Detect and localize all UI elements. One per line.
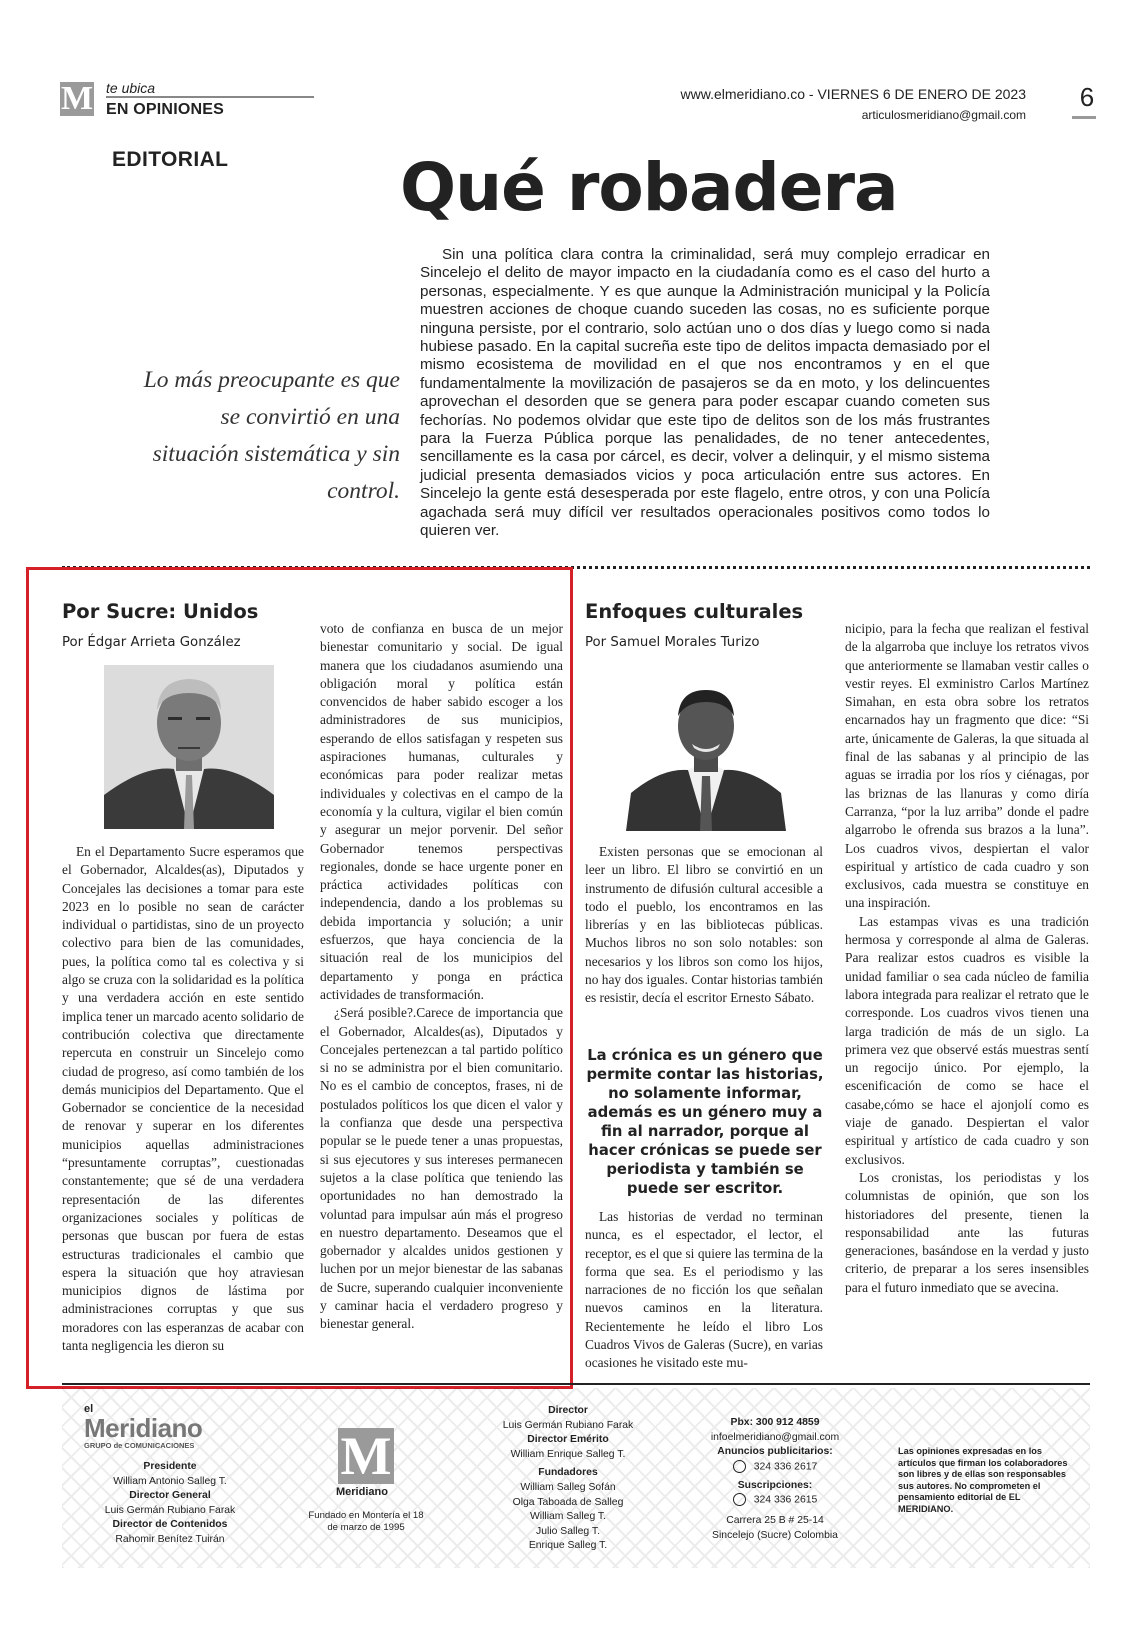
portrait-icon <box>104 665 274 829</box>
header-email[interactable]: articulosmeridiano@gmail.com <box>861 108 1026 122</box>
section-name: EN OPINIONES <box>106 101 224 118</box>
brand-small: el <box>84 1403 94 1415</box>
founded-note: Fundado en Montería el 18 de marzo de 1995 <box>308 1510 424 1533</box>
contact-email[interactable]: infoelmeridiano@gmail.com <box>710 1431 840 1443</box>
label: Fundadores <box>538 1467 598 1479</box>
article-left-col1 <box>62 843 304 1355</box>
header-date-line[interactable]: www.elmeridiano.co - VIERNES 6 DE ENERO DE 2023 <box>680 86 1026 102</box>
phone[interactable]: 324 336 2615 <box>753 1494 818 1506</box>
brand-logo <box>84 1404 234 1450</box>
footer-disclaimer: Las opiniones expresadas en los artículos que firman los colaboradores son libres y de ellas son responsables sus autores. No comprometen el pensamiento editorial de EL MERIDIANO. <box>898 1446 1068 1514</box>
tagline: te ubica <box>106 80 156 96</box>
whatsapp-icon <box>733 1493 746 1506</box>
name: Rahomir Benítez Tuirán <box>115 1533 225 1545</box>
paragraph: Las estampas vivas es una tradición hermosa y corresponde al alma de Galeras. Para realizar estos cuadros es visible la unidad familiar o sea cada núcleo de familia labora integrada para realizar el retrato que le corresponde. Los cuadros vivos tienen una larga tradición de más de un siglo. La primera vez que observé estás muestras sentí un regocijo único. Por ejemplo, la escenificación de como se hace el casabe,cómo se hace el ajonjolí como es viaje de ganado. Despiertan el valor espiritual y artístico de cada cuadro y son exclusivos. <box>845 913 1089 1167</box>
article-right-col2 <box>845 620 1089 1297</box>
name: Luis Germán Rubiano Farak <box>104 1504 236 1516</box>
brand-name: Meridiano <box>84 1413 203 1443</box>
editorial-pull-quote: Lo más preocupante es que se convirtió en una situación sistemática y sin control. <box>143 367 400 504</box>
founder-name: William Salleg T. <box>529 1511 607 1523</box>
brand-sub: GRUPO de COMUNICACIONES <box>84 1441 195 1450</box>
paragraph: Las historias de verdad no terminan nunca, es el espectador, el lector, el receptor, es el que si quiere las termina de la forma que sea. Es el periodismo y las narraciones de no ficción los que señalan nuevos caminos en la literatura. Recientemente he leído el libro Los Cuadros Vivos de Galeras (Sucre), en varias ocasiones he visitado este mu- <box>585 1209 823 1371</box>
seal-name: Meridiano <box>336 1486 388 1498</box>
footer-contact <box>690 1416 860 1543</box>
article-title: Por Sucre: Unidos <box>62 600 259 623</box>
founder-name: Enrique Salleg T. <box>528 1540 608 1552</box>
label: Director General <box>129 1490 211 1502</box>
article-left-col2 <box>320 620 563 1334</box>
page-number: 6 <box>1079 82 1095 112</box>
paragraph: Existen personas que se emocionan al leer un libro. El libro se convirtió en un instrumento de difusión cultural accesible a todo el pueblo, los encontramos en las librerías y en las bibliotecas públicas. Muchos libros no son solo notables: son necesarios y los libros son como los hijos, no hay dos iguales. Contar historias también es resistir, decía el escritor Ernesto Sábato. <box>585 844 823 1006</box>
name: William Antonio Salleg T. <box>113 1475 227 1487</box>
page-number-underline <box>1072 116 1096 119</box>
label: Director <box>548 1405 588 1416</box>
phone[interactable]: 324 336 2617 <box>753 1461 818 1473</box>
footer-divider <box>62 1383 1090 1385</box>
name: William Enrique Salleg T. <box>510 1448 626 1460</box>
article-right-col1-top <box>585 843 823 1008</box>
article-callout: La crónica es un género que permite contar las historias, no solamente informar, además es un género muy a fin al narrador, porque al hacer crónicas se puede ser periodista y también se puede ser escritor. <box>586 1047 824 1197</box>
name: Luis Germán Rubiano Farak <box>502 1419 634 1431</box>
label: Director de Contenidos <box>112 1519 228 1531</box>
label: Director Emérito <box>527 1434 609 1446</box>
label: Suscripciones: <box>737 1479 813 1491</box>
editorial-body: Sin una política clara contra la criminalidad, será muy complejo erradicar en Sincelejo el delito de mayor impacto en la ciudadanía como es el caso del hurto a personas, especialmente. Y es que aunque la Administración municipal y la Policía muestren acciones de choque cuando suceden las cosas, no es suficiente porque ninguna persiste, por el contrario, solo actúan uno o dos días y luego como si nada hubiese pasado. En la capital sucreña este tipo de delitos impacta demasiado por el mismo ecosistema de movilidad en el que nos encontramos y en el que fundamentalmente la movilización de pasajeros se da en moto, y los delincuentes aprovechan el desorden que se genera para poder escapar cuando cometen sus fechorías. No podemos olvidar que este tipo de delitos son de los más frustrantes para la Fuerza Pública porque las penalidades, de no tener antecedentes, sencillamente es la casa por cárcel, es decir, volver a delinquir, y el mismo sistema judicial presenta demasiados vicios y poca articulación entre sus actores. En Sincelejo la gente está desesperada por este flagelo, entre otros, y con una Policía agachada será muy difícil ver resultados operacionales positivos como todos lo quieren ver. <box>420 246 990 540</box>
author-photo <box>626 668 786 831</box>
article-byline: Por Samuel Morales Turizo <box>585 635 760 650</box>
address: Sincelejo (Sucre) Colombia <box>712 1529 838 1541</box>
article-right-col1-bottom <box>585 1208 823 1373</box>
article-title: Enfoques culturales <box>585 600 804 623</box>
founder-name: Julio Salleg T. <box>536 1525 600 1537</box>
paragraph: Los cronistas, los periodistas y los columnistas de opinión, que son los historiadores del presente, tienen la responsabilidad ante las futuras generaciones, basándose en la verdad y justo criterio, de preparar a los seres insensibles para el futuro inmediato que se avecina. <box>845 1169 1089 1295</box>
address: Carrera 25 B # 25-14 <box>726 1515 824 1527</box>
footer-staff-center <box>478 1404 658 1554</box>
label: Anuncios publicitarios: <box>717 1446 833 1458</box>
portrait-icon <box>626 668 786 831</box>
editorial-label: EDITORIAL <box>112 148 229 171</box>
paragraph: nicipio, para la fecha que realizan el festival de la algarroba que incluye los retratos vivos que anteriormente se llamaban vestir calles o vestir reyes. El exministro Carlos Martínez Simahan, en esta obra sobre los retratos encarnados hay un fragmento que dice: “Si arte, únicamente de Galeras, la que situada al final de las sabanas y al principio de las aguas se irradia por los ríos y ciénagas, por las briznas de las llanuras y como diría Carranza, “por la luz arriba” donde el padre algarrobo le ofrenda sus brazos a la luna”. Los cuadros vivos, despiertan el valor espiritual y artístico de cada cuadro y son exclusivos, cada muestra se constituye en una inspiración. <box>845 621 1089 911</box>
header-divider <box>106 96 314 98</box>
paragraph: En el Departamento Sucre esperamos que el Gobernador, Alcaldes(as), Diputados y Concejales las decisiones a tomar para este 2023 en lo posible no sean de carácter individual o partidistas, sino de un proyecto colectivo para bien de las comunidades, pues, la política como tal es colectiva y si algo se cruza con la solidaridad es la política y una verdadera acción en este sentido implica tener un marcado acento solidario de contribución colectiva que directamente repercuta en construir un Sincelejo como ciudad de progreso, así como también de los demás municipios del Departamento. Que el Gobernador se concientice de la necesidad de renovar y superar en los diferentes municipios aquellas administraciones “presuntamente corruptas”, cuestionadas constantemente; que sé de una verdadera representación de las diferentes organizaciones sociales y políticas de personas que buscan por fuera de estas estructuras tradicionales el cambio que espera la situación que hoy atraviesan municipios dignos de lástima por administraciones corruptas y que sus moradores con las esperanzas de acabar con tanta negligencia les dieron su <box>62 844 304 1354</box>
article-byline: Por Édgar Arrieta González <box>62 635 241 650</box>
paragraph: ¿Será posible?.Carece de importancia que el Gobernador, Alcaldes(as), Diputados y Concejales pertenezcan a tal partido político si no se administra por el bien comunitario. No es el cambio de conceptos, frases, ni de postulados políticos los que dicen el valor y la confianza que desde una perspectiva popular se le puede tener a unas propuestas, si sus ejecutores y sus intereses permanecen sujetos a la clase política que teniendo las oportunidades no han demostrado la voluntad para impulsar aún más el progreso en nuestro departamento. Deseamos que el gobernador y alcaldes unidos gestionen y luchen por un mejor bienestar de las sabanas de Sucre, superando cualquier inconveniente y caminar hacia el verdadero progreso y bienestar general. <box>320 1005 563 1332</box>
whatsapp-icon <box>733 1460 746 1473</box>
founder-name: William Salleg Sofán <box>520 1481 616 1493</box>
editorial-headline: Qué robadera <box>400 149 898 226</box>
paragraph: voto de confianza en busca de un mejor bienestar comunitario y social. De igual manera que los ciudadanos asumiendo una obligación moral y política están convencidos de haber sabido escoger a los administradores de sus municipios, esperando de ellos satisfagan y respeten sus aspiraciones humanas, culturales y económicas para poder realizar metas individuales y colectivas en el campo de la economía y la cultura, vigilar el bien común y asegurar un mejor porvenir. Del señor Gobernador tenemos perspectivas regionales, donde se hace urgente poner en práctica actividades políticas con independencia, dando a los problemas su debida importancia y solución; a unir esfuerzos, que haya conciencia de la situación real de los municipios del departamento y ponga en práctica actividades de transformación. <box>320 621 563 1002</box>
founder-name: Olga Taboada de Salleg <box>512 1496 624 1508</box>
phone[interactable]: Pbx: 300 912 4859 <box>730 1417 820 1428</box>
seal-icon: M <box>338 1428 394 1484</box>
footer-staff-left <box>70 1460 270 1548</box>
logo-icon: M <box>60 80 94 117</box>
author-photo <box>104 665 274 829</box>
label: Presidente <box>143 1461 197 1472</box>
